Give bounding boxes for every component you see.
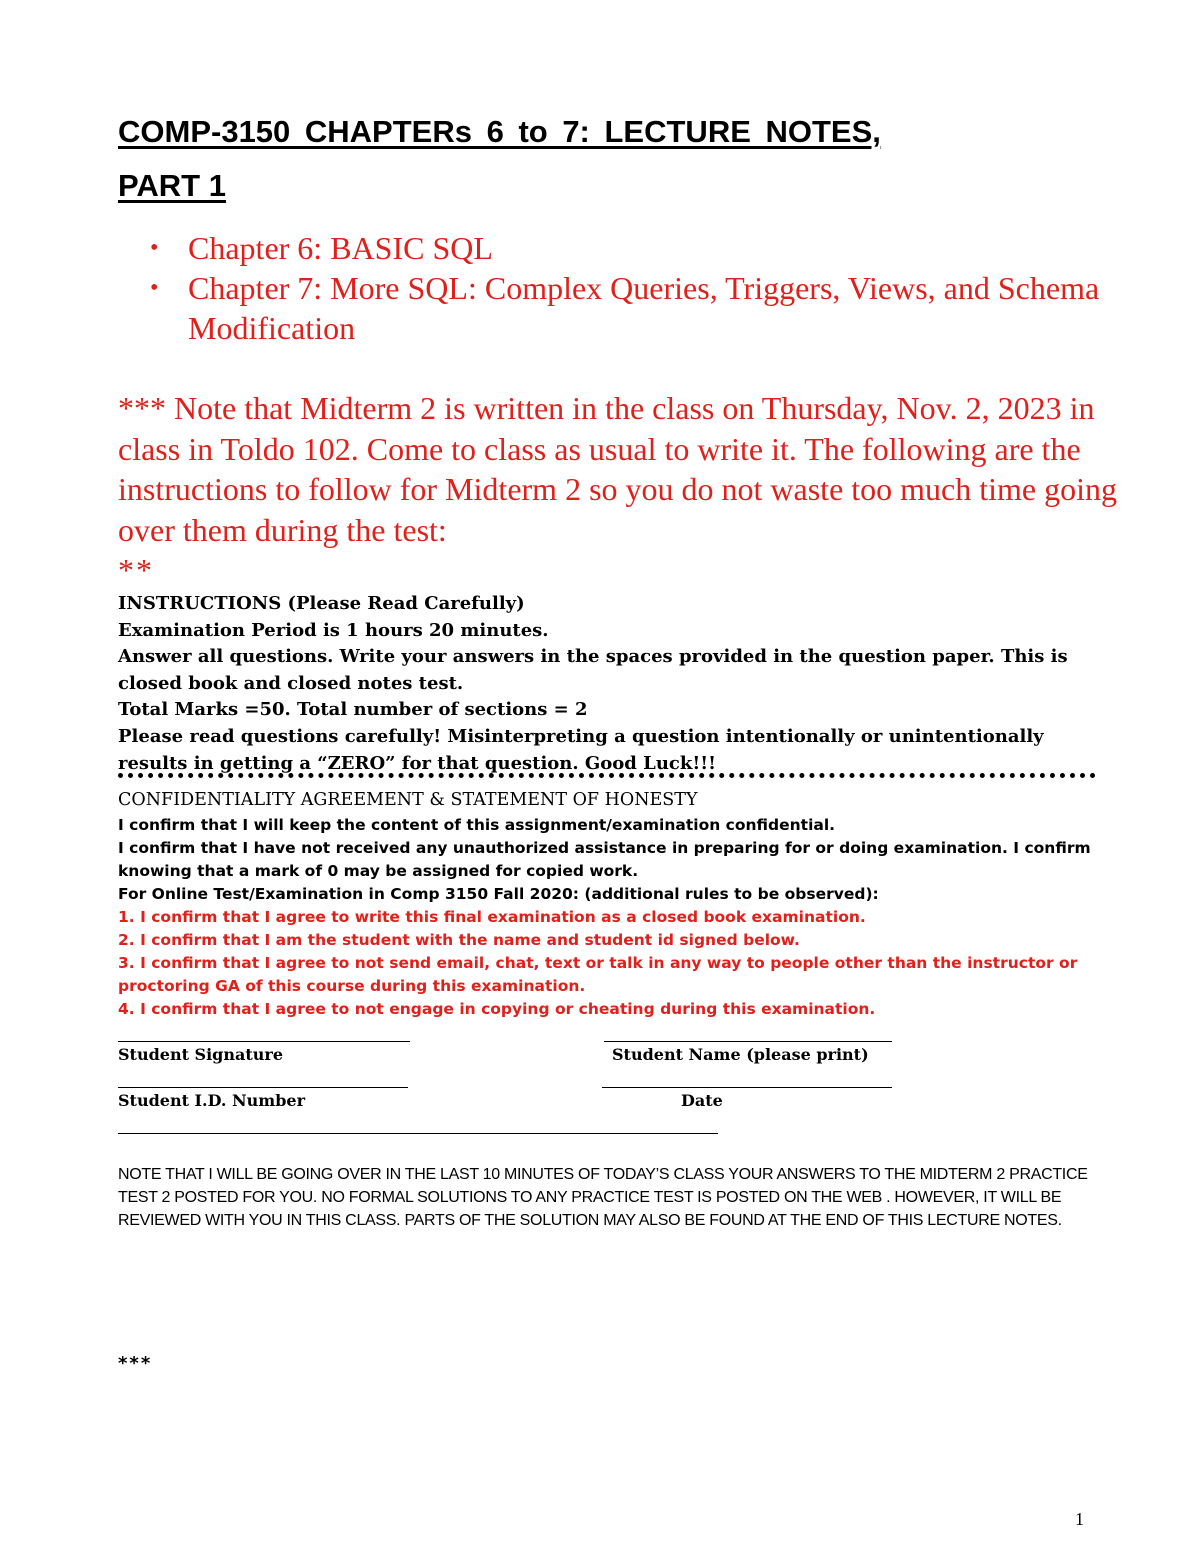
confidentiality-block xyxy=(118,814,1108,1021)
instructions-block xyxy=(118,591,1103,777)
student-signature-label: Student Signature xyxy=(118,1045,283,1064)
honesty-rule: 2. I confirm that I am the student with the name and student id signed below. xyxy=(118,931,800,949)
chapter-label: Chapter 6: BASIC SQL xyxy=(188,230,493,266)
confidentiality-line: I confirm that I will keep the content of this assignment/examination confidential. xyxy=(118,816,836,834)
note-end-stars: ** xyxy=(118,552,154,588)
instructions-warning: Please read questions carefully! Misinterpreting a question intentionally or unintentionally results in getting a “ZERO” for that question. Good Luck!!! xyxy=(118,725,1044,774)
online-rules-heading: For Online Test/Examination in Comp 3150 Fall 2020: (additional rules to be observed): xyxy=(118,885,879,903)
page-number: 1 xyxy=(1075,1509,1084,1529)
student-id-line xyxy=(118,1087,408,1088)
chapter-list xyxy=(150,228,1160,348)
chapter-item xyxy=(150,268,1160,348)
document-title-line2: PART 1 xyxy=(118,168,226,203)
bullet-icon: • xyxy=(150,275,159,301)
instructions-period: Examination Period is 1 hours 20 minutes. xyxy=(118,619,549,641)
name-line xyxy=(604,1041,892,1042)
midterm-note xyxy=(118,388,1118,591)
confidentiality-line: I confirm that I have not received any unauthorized assistance in preparing for or doing examination. I confirm knowing that a mark of 0 may be assigned for copied work. xyxy=(118,839,1091,880)
student-name-label: Student Name (please print) xyxy=(612,1045,869,1064)
instructions-marks: Total Marks =50. Total number of sections = 2 xyxy=(118,699,588,721)
bullet-icon: • xyxy=(150,235,159,261)
student-id-label: Student I.D. Number xyxy=(118,1091,306,1110)
chapter-label: Chapter 7: More SQL: Complex Queries, Triggers, Views, and Schema Modification xyxy=(188,270,1100,346)
chapter-item xyxy=(150,228,1160,268)
document-title-line1: COMP-3150 CHAPTERs 6 to 7: LECTURE NOTES, xyxy=(118,114,881,149)
date-label: Date xyxy=(681,1091,723,1110)
honesty-rule: 4. I confirm that I agree to not engage in copying or cheating during this examination. xyxy=(118,1000,876,1018)
date-line xyxy=(602,1087,892,1088)
honesty-rule: 1. I confirm that I agree to write this final examination as a closed book examination. xyxy=(118,908,866,926)
dotted-divider xyxy=(118,773,1096,778)
honesty-rule: 3. I confirm that I agree to not send email, chat, text or talk in any way to people other than the instructor or proctoring GA of this course during this examination. xyxy=(118,954,1078,995)
closing-note: NOTE THAT I WILL BE GOING OVER IN THE LAST 10 MINUTES OF TODAY’S CLASS YOUR ANSWERS TO THE MIDTERM 2 PRACTICE TEST 2 POSTED FOR YOU. NO FORMAL SOLUTIONS TO ANY PRACTICE TEST IS POSTED ON THE WEB . HOWEVER, IT WILL BE REVIEWED WITH YOU IN THIS CLASS. PARTS OF THE SOLUTION MAY ALSO BE FOUND AT THE END OF THIS LECTURE NOTES. xyxy=(118,1166,1088,1229)
signature-line xyxy=(118,1041,410,1042)
confidentiality-heading: CONFIDENTIALITY AGREEMENT & STATEMENT OF HONESTY xyxy=(118,790,698,810)
instructions-answer: Answer all questions. Write your answers in the spaces provided in the question paper. This is closed book and closed notes test. xyxy=(118,646,1068,694)
separator-line xyxy=(118,1133,718,1134)
instructions-heading: INSTRUCTIONS (Please Read Carefully) xyxy=(118,593,525,614)
midterm-note-text: *** Note that Midterm 2 is written in the class on Thursday, Nov. 2, 2023 in class in Toldo 102. Come to class as usual to write it. The following are the instructions to follow for Midterm 2 so you do not waste too much time going over them during the test: xyxy=(118,390,1118,548)
end-stars: *** xyxy=(118,1353,153,1374)
